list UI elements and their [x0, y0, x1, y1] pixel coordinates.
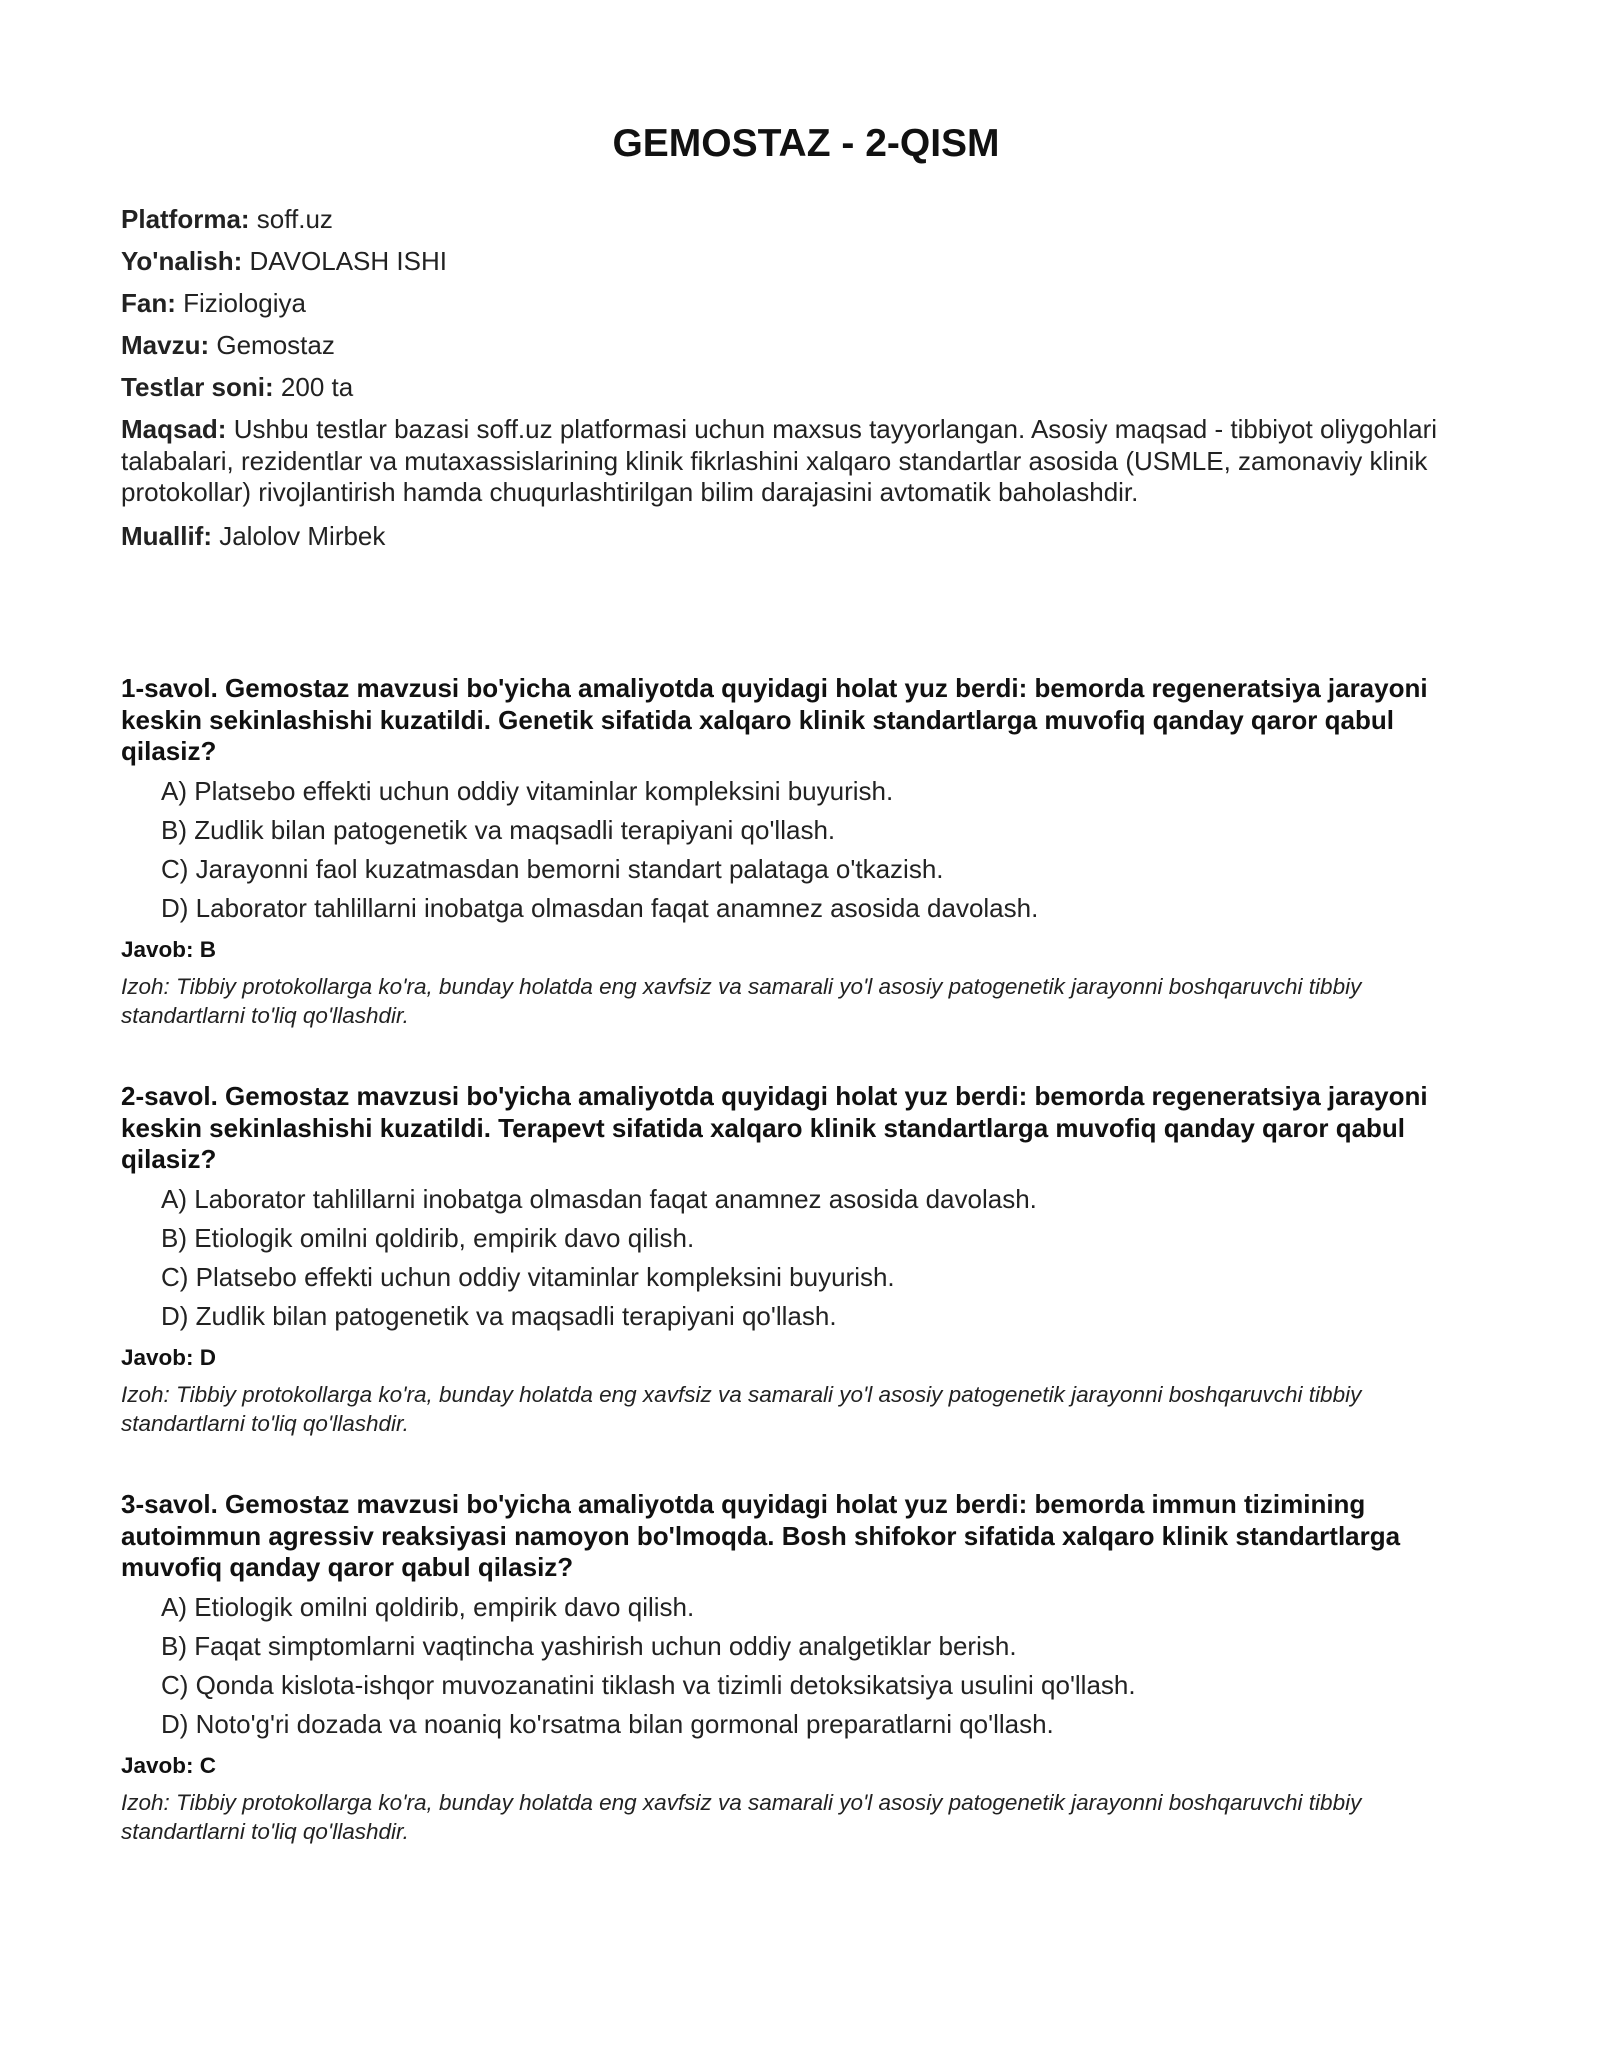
meta-topic-label: Mavzu:	[121, 330, 210, 360]
meta-direction	[121, 246, 1491, 276]
meta-subject-label: Fan:	[121, 288, 176, 318]
meta-test-count-label: Testlar soni:	[121, 372, 274, 402]
answer-option: D) Laborator tahlillarni inobatga olmasdan faqat anamnez asosida davolash.	[161, 892, 1039, 923]
answer-option: B) Faqat simptomlarni vaqtincha yashirish uchun oddiy analgetiklar berish.	[161, 1630, 1017, 1661]
answer-explanation: Izoh: Tibbiy protokollarga ko'ra, bunday holatda eng xavfsiz va samarali yo'l asosiy patogenetik jarayonni boshqaruvchi tibbiy standartlarni to'liq qo'llashdir.	[121, 973, 1362, 1028]
meta-platform-value: soff.uz	[249, 204, 333, 234]
answer-option: C) Platsebo effekti uchun oddiy vitaminlar kompleksini buyurish.	[161, 1261, 895, 1292]
answer-option: A) Platsebo effekti uchun oddiy vitaminlar kompleksini buyurish.	[161, 775, 894, 806]
answer-explanation: Izoh: Tibbiy protokollarga ko'ra, bunday holatda eng xavfsiz va samarali yo'l asosiy patogenetik jarayonni boshqaruvchi tibbiy standartlarni to'liq qo'llashdir.	[121, 1381, 1362, 1436]
answer-option: D) Noto'g'ri dozada va noaniq ko'rsatma bilan gormonal preparatlarni qo'llash.	[161, 1708, 1054, 1739]
question-text: 3-savol. Gemostaz mavzusi bo'yicha amaliyotda quyidagi holat yuz berdi: bemorda immun tizimining autoimmun agressiv reaksiyasi namoyon bo'lmoqda. Bosh shifokor sifatida xalqaro klinik standartlarga muvofiq qanday qaror qabul qilasiz?	[121, 1489, 1401, 1582]
answer-option: C) Jarayonni faol kuzatmasdan bemorni standart palataga o'tkazish.	[161, 853, 944, 884]
document-title: GEMOSTAZ - 2-QISM	[612, 122, 1000, 165]
correct-answer: Javob: C	[121, 1752, 217, 1778]
question-block	[121, 1081, 1491, 1439]
meta-platform-label: Platforma:	[121, 204, 250, 234]
document-meta	[121, 204, 1491, 563]
meta-test-count	[121, 372, 1491, 402]
question-text: 1-savol. Gemostaz mavzusi bo'yicha amaliyotda quyidagi holat yuz berdi: bemorda regeneratsiya jarayoni keskin sekinlashishi kuzatildi. Genetik sifatida xalqaro klinik standartlarga muvofiq qanday qaror qabul qilasiz?	[121, 673, 1428, 766]
meta-author-value: Jalolov Mirbek	[212, 520, 386, 551]
meta-direction-label: Yo'nalish:	[121, 246, 243, 276]
meta-purpose-value: Ushbu testlar bazasi soff.uz platformasi uchun maxsus tayyorlangan. Asosiy maqsad - tibbiyot oliygohlari talabalari, rezidentlar va mutaxassislarining klinik fikrlashini xalqaro standartlar asosida (USMLE, zamonaviy klinik protokollar) rivojlantirish hamda chuqurlashtirilgan bilim darajasini avtomatik baholashdir.	[121, 414, 1438, 507]
meta-topic	[121, 330, 1491, 360]
answer-option: D) Zudlik bilan patogenetik va maqsadli terapiyani qo'llash.	[161, 1300, 837, 1331]
answer-option: C) Qonda kislota-ishqor muvozanatini tiklash va tizimli detoksikatsiya usulini qo'llash.	[161, 1669, 1136, 1700]
question-text: 2-savol. Gemostaz mavzusi bo'yicha amaliyotda quyidagi holat yuz berdi: bemorda regeneratsiya jarayoni keskin sekinlashishi kuzatildi. Terapevt sifatida xalqaro klinik standartlarga muvofiq qanday qaror qabul qilasiz?	[121, 1081, 1428, 1174]
correct-answer: Javob: B	[121, 936, 217, 962]
meta-subject	[121, 288, 1491, 318]
question-block	[121, 1489, 1491, 1847]
answer-option: B) Zudlik bilan patogenetik va maqsadli terapiyani qo'llash.	[161, 814, 836, 845]
meta-subject-value: Fiziologiya	[175, 288, 306, 318]
meta-author-label: Muallif:	[121, 520, 212, 551]
correct-answer: Javob: D	[121, 1344, 217, 1370]
meta-direction-value: DAVOLASH ISHI	[242, 246, 447, 276]
answer-explanation: Izoh: Tibbiy protokollarga ko'ra, bunday holatda eng xavfsiz va samarali yo'l asosiy patogenetik jarayonni boshqaruvchi tibbiy standartlarni to'liq qo'llashdir.	[121, 1789, 1362, 1844]
meta-author	[121, 521, 1491, 551]
question-block	[121, 673, 1491, 1031]
answer-option: B) Etiologik omilni qoldirib, empirik davo qilish.	[161, 1222, 695, 1253]
meta-test-count-value: 200 ta	[273, 372, 354, 402]
answer-option: A) Laborator tahlillarni inobatga olmasdan faqat anamnez asosida davolash.	[161, 1183, 1037, 1214]
answer-option: A) Etiologik omilni qoldirib, empirik davo qilish.	[161, 1591, 695, 1622]
meta-platform	[121, 204, 1491, 234]
meta-topic-value: Gemostaz	[209, 330, 335, 360]
meta-purpose	[121, 414, 1491, 509]
meta-purpose-label: Maqsad:	[121, 414, 227, 444]
